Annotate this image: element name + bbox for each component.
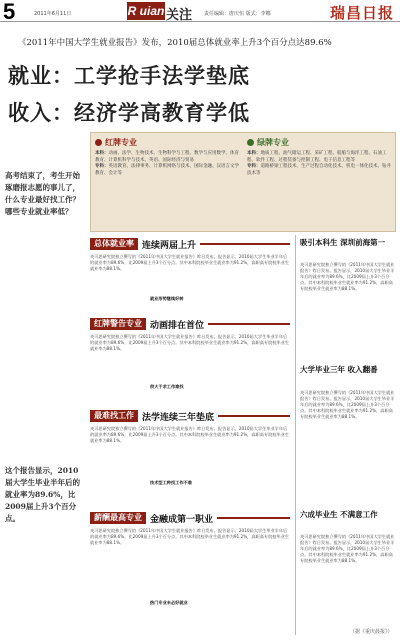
section-title: 关注: [166, 8, 193, 23]
analysis-heading: 供大于求工作难找: [150, 384, 184, 389]
section-tag: 总体就业率: [90, 238, 138, 250]
analysis-heading: 就业形势继续好转: [150, 296, 184, 301]
section-tag: 薪酬最高专业: [90, 512, 146, 524]
section-title: 金融成第一职业: [150, 514, 214, 525]
green-card-title: 绿牌专业: [257, 138, 289, 147]
green-card-box: [247, 137, 393, 177]
right-heading-1: 吸引本科生 深圳前海第一: [300, 238, 386, 247]
masthead-logo: 瑞昌日报: [330, 4, 395, 22]
section-tag: 红牌警告专业: [90, 318, 146, 330]
section-header-2: [90, 318, 290, 330]
section-title: 法学连续三年垫底: [142, 412, 215, 423]
red-card-title: 红牌专业: [105, 138, 137, 147]
section-header-1: [90, 238, 290, 250]
intro-text: 高考结束了，考生开始琢磨报志愿的事儿了，什么专业最好找工作？哪些专业就业率低？: [5, 171, 80, 216]
article-body: 麦可思研究院独立撰写的《2011年中国大学生就业报告》昨日发布。报告显示，2010届大学生毕业半年后的就业率为89.6%，比2009届上升3个百分点。其中本科院校毕业生就业率为91.2%，高职高专院校毕业生就业率为88.1%。: [90, 426, 290, 443]
section-header-4: [90, 512, 290, 524]
headline-1: 就业：工学抢手法学垫底: [8, 64, 250, 88]
issue-date: 2011年6月11日: [34, 11, 72, 17]
circle-icon: [95, 139, 102, 146]
footer-source: （据《重庆晨报》）: [350, 629, 393, 635]
analysis-heading: 热门专业未必好就业: [150, 600, 188, 605]
green-gz-text: 道路桥梁工程技术、生产过程自动化技术、机电一体化技术、钻井技术等: [247, 164, 391, 176]
article-body: 麦可思研究院独立撰写的《2011年中国大学生就业报告》昨日发布。报告显示，2010届大学生毕业半年后的就业率为89.6%，比2009届上升3个百分点。其中本科院校毕业生就业率为91.2%，高职高专院校毕业生就业率为88.1%。: [90, 528, 290, 545]
article-body: 麦可思研究院独立撰写的《2011年中国大学生就业报告》昨日发布。报告显示，2010届大学生毕业半年后的就业率为89.6%，比2009届上升3个百分点。其中本科院校毕业生就业率为91.2%，高职高专院校毕业生就业率为88.1%。: [300, 390, 395, 419]
circle-icon: [247, 139, 254, 146]
subtitle: 《2011年中国大学生就业报告》发布，2010届总体就业率上升3个百分点达89.6%: [18, 38, 332, 48]
headline-2: 收入：经济学高教育学低: [8, 101, 250, 125]
intro-text-2: 这个报告显示，2010届大学生毕业半年后的就业率为89.6%，比2009届上升3个百分点。: [5, 466, 80, 523]
red-gz-text: 英语教育、法律事务、计算机网络与技术、国际金融、汉语言文学教育、会计等: [95, 164, 239, 176]
right-heading-3: 六成毕业生 不满意工作: [300, 510, 378, 519]
article-body: 麦可思研究院独立撰写的《2011年中国大学生就业报告》昨日发布。报告显示，2010届大学生毕业半年后的就业率为89.6%，比2009届上升3个百分点。其中本科院校毕业生就业率为91.2%，高职高专院校毕业生就业率为88.1%。: [300, 262, 395, 291]
green-bk-text: 地质工程、油气储运工程、采矿工程、船舶与海洋工程、石油工程、软件工程、过程装备与控制工程、电子信息工程等: [247, 151, 387, 163]
article-body: 麦可思研究院独立撰写的《2011年中国大学生就业报告》昨日发布。报告显示，2010届大学生毕业半年后的就业率为89.6%，比2009届上升3个百分点。其中本科院校毕业生就业率为91.2%，高职高专院校毕业生就业率为88.1%。: [300, 534, 395, 563]
column-divider: [295, 235, 296, 635]
green-bk-label: 本科：: [247, 151, 261, 156]
analysis-heading: 技术型工种找工作不难: [150, 480, 192, 485]
right-heading-2: 大学毕业三年 收入翻番: [300, 365, 378, 374]
red-bk-label: 本科：: [95, 151, 109, 156]
green-gz-label: 专科：: [247, 164, 261, 169]
section-title: 动画排在首位: [150, 320, 205, 331]
page-number: 5: [3, 0, 16, 24]
article-body: 麦可思研究院独立撰写的《2011年中国大学生就业报告》昨日发布。报告显示，2010届大学生毕业半年后的就业率为89.6%，比2009届上升3个百分点。其中本科院校毕业生就业率为91.2%，高职高专院校毕业生就业率为88.1%。: [90, 334, 290, 351]
red-card-box: [95, 137, 241, 177]
info-box: [90, 132, 396, 232]
section-tag: 最难找工作: [90, 410, 138, 422]
section-header-3: [90, 410, 290, 422]
editor-credits: 责任编辑：唐庆恒 版式：李娜: [204, 11, 271, 17]
article-body: 麦可思研究院独立撰写的《2011年中国大学生就业报告》昨日发布。报告显示，2010届大学生毕业半年后的就业率为89.6%，比2009届上升3个百分点。其中本科院校毕业生就业率为91.2%，高职高专院校毕业生就业率为88.1%。: [90, 254, 290, 271]
red-gz-label: 专科：: [95, 164, 109, 169]
section-title: 连续两届上升: [142, 240, 197, 251]
red-bk-text: 动画、法学、生物技术、生物科学与工程、数学与应用数学、体育教育、计算机科学与技术、英语、国际经济与贸易: [95, 151, 239, 163]
section-latin: R uian: [127, 4, 165, 18]
